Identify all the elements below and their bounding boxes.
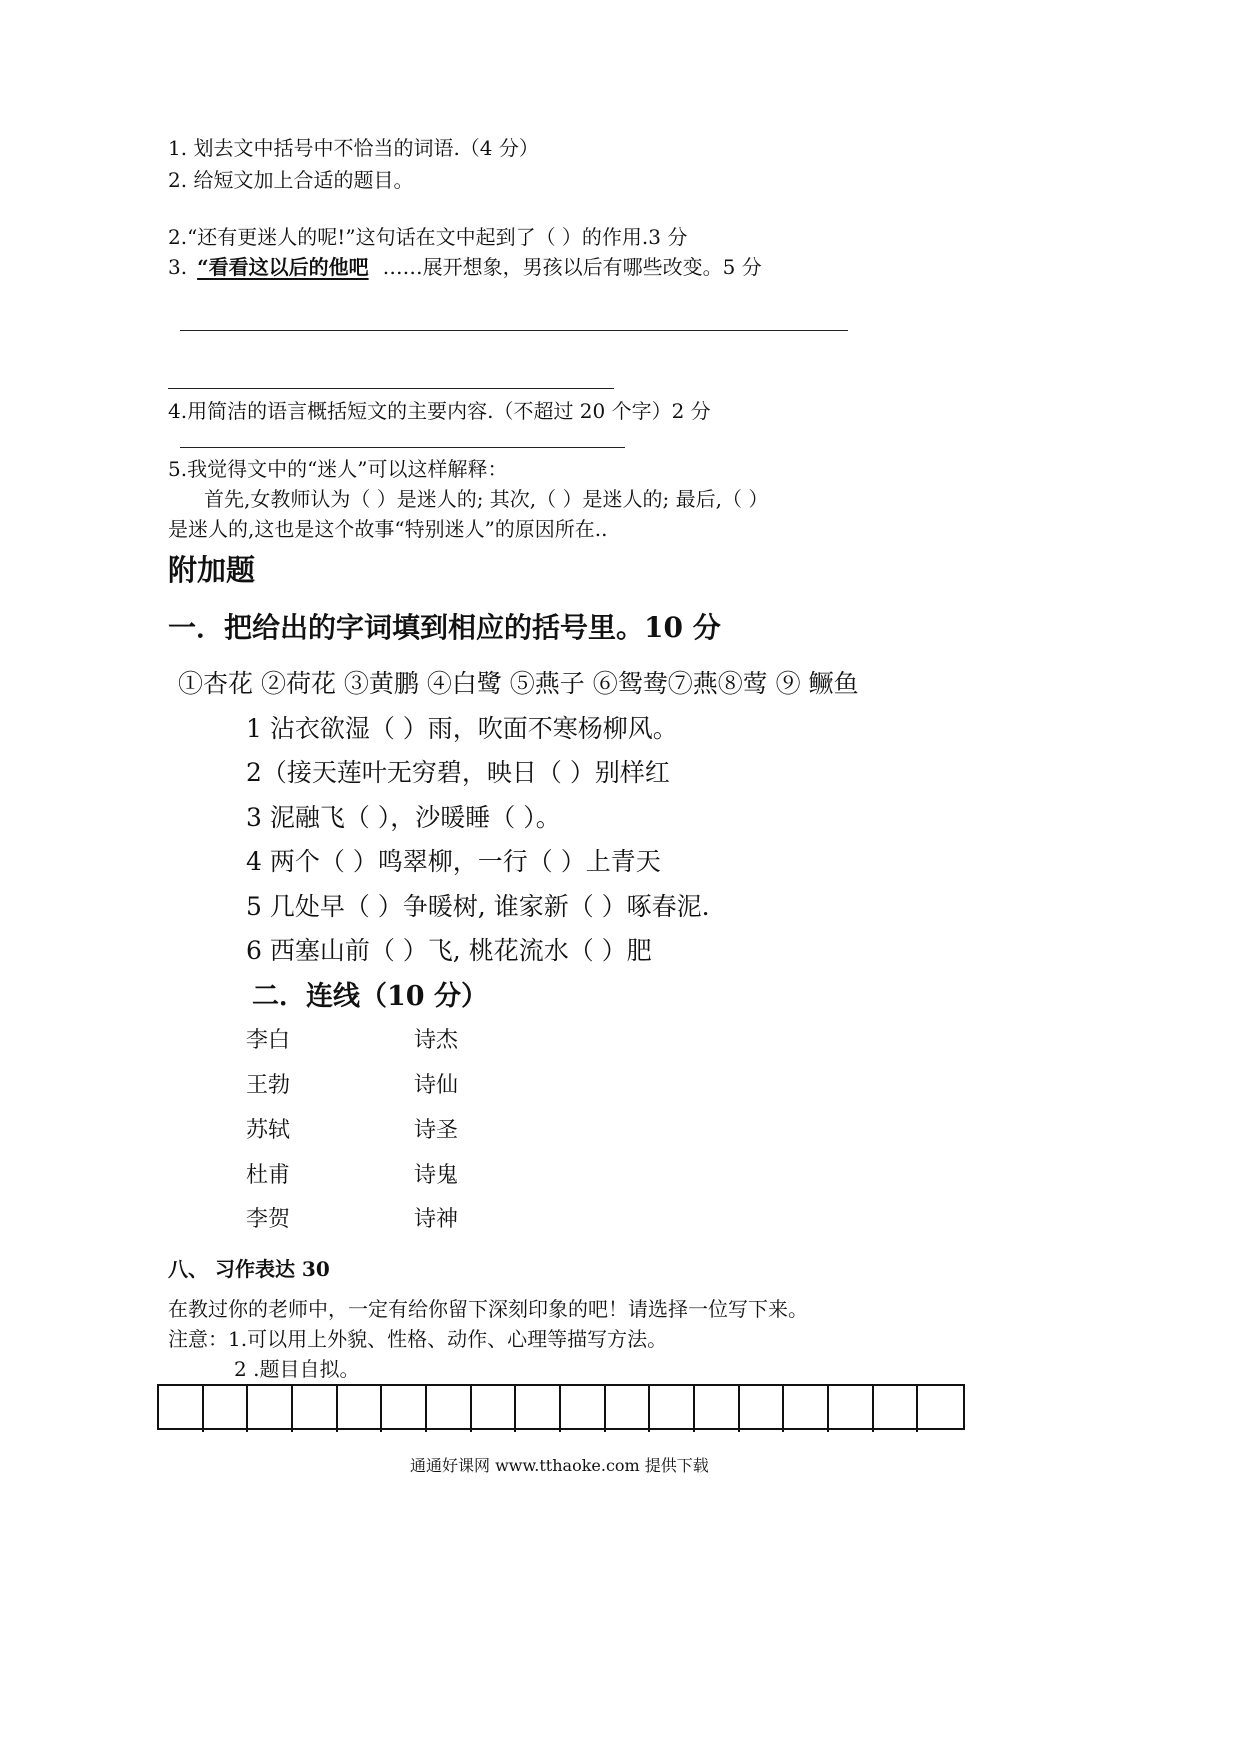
fill-item: 1 沾衣欲湿（ ）雨，吹面不寒杨柳风。 bbox=[246, 714, 678, 743]
poet-title[interactable]: 诗仙 bbox=[414, 1073, 459, 1098]
word-bank: ①杏花 ②荷花 ③黄鹏 ④白鹭 ⑤燕子 ⑥鸳鸯⑦燕⑧莺 ⑨ 鳜鱼 bbox=[178, 669, 859, 698]
poet-title[interactable]: 诗鬼 bbox=[414, 1163, 459, 1188]
fill-item: 4 两个（ ）鸣翠柳，一行（ ）上青天 bbox=[246, 847, 661, 876]
writing-cell[interactable] bbox=[516, 1386, 561, 1432]
answer-line-3[interactable] bbox=[180, 447, 625, 448]
writing-cell[interactable] bbox=[472, 1386, 517, 1432]
poet-title[interactable]: 诗杰 bbox=[414, 1028, 459, 1053]
poet-name[interactable]: 杜甫 bbox=[246, 1163, 291, 1188]
footer-credit: 通通好课网 www.tthaoke.com 提供下载 bbox=[410, 1456, 709, 1475]
composition-title: 八、 习作表达 30 bbox=[168, 1257, 330, 1281]
writing-cell[interactable] bbox=[159, 1386, 204, 1432]
composition-note-2: 2 .题目自拟。 bbox=[234, 1357, 360, 1381]
writing-cell[interactable] bbox=[784, 1386, 829, 1432]
poet-name[interactable]: 李白 bbox=[246, 1028, 291, 1053]
fill-item: 5 几处早（ ）争暖树, 谁家新（ ）啄春泥. bbox=[246, 892, 710, 921]
poet-name[interactable]: 李贺 bbox=[246, 1207, 291, 1232]
question-3-number: 3. bbox=[168, 255, 188, 279]
writing-cell[interactable] bbox=[382, 1386, 427, 1432]
writing-cell[interactable] bbox=[293, 1386, 338, 1432]
writing-cell[interactable] bbox=[427, 1386, 472, 1432]
question-1: 1. 划去文中括号中不恰当的词语.（4 分） bbox=[168, 136, 539, 160]
question-3-text: ……展开想象，男孩以后有哪些改变。5 分 bbox=[382, 255, 762, 279]
poet-name[interactable]: 苏轼 bbox=[246, 1118, 291, 1143]
writing-cell[interactable] bbox=[874, 1386, 919, 1432]
question-2b: 2.“还有更迷人的呢!”这句话在文中起到了（ ）的作用.3 分 bbox=[168, 225, 688, 249]
question-3-quote: “看看这以后的他吧 bbox=[197, 255, 369, 279]
answer-line-2[interactable] bbox=[168, 388, 614, 389]
writing-cell[interactable] bbox=[338, 1386, 383, 1432]
poet-title[interactable]: 诗圣 bbox=[414, 1118, 459, 1143]
fill-item: 3 泥融飞（ ），沙暖睡（ ）。 bbox=[246, 803, 561, 832]
fill-item: 2（接天莲叶无穷碧，映日（ ）别样红 bbox=[246, 758, 670, 787]
writing-cell[interactable] bbox=[695, 1386, 740, 1432]
question-5-title: 5.我觉得文中的“迷人”可以这样解释： bbox=[168, 457, 508, 481]
poet-title[interactable]: 诗神 bbox=[414, 1207, 459, 1232]
composition-prompt: 在教过你的老师中，一定有给你留下深刻印象的吧！请选择一位写下来。 bbox=[168, 1297, 808, 1321]
poet-name[interactable]: 王勃 bbox=[246, 1073, 291, 1098]
writing-cell[interactable] bbox=[918, 1386, 962, 1432]
question-5-line2: 是迷人的,这也是这个故事“特别迷人”的原因所在.. bbox=[168, 517, 608, 541]
composition-note-1: 注意：1.可以用上外貌、性格、动作、心理等描写方法。 bbox=[168, 1327, 668, 1351]
writing-cell[interactable] bbox=[829, 1386, 874, 1432]
writing-cell[interactable] bbox=[606, 1386, 651, 1432]
writing-cell[interactable] bbox=[204, 1386, 249, 1432]
writing-grid[interactable] bbox=[157, 1384, 965, 1430]
question-5-line1: 首先,女教师认为（ ）是迷人的; 其次,（ ）是迷人的; 最后,（ ） bbox=[204, 487, 769, 511]
writing-cell[interactable] bbox=[650, 1386, 695, 1432]
bonus-heading: 附加题 bbox=[168, 553, 256, 587]
fill-item: 6 西塞山前（ ）飞, 桃花流水（ ）肥 bbox=[246, 936, 652, 965]
writing-cell[interactable] bbox=[740, 1386, 785, 1432]
bonus-section-1-title: 一．把给出的字词填到相应的括号里。10 分 bbox=[168, 611, 721, 644]
writing-cell[interactable] bbox=[248, 1386, 293, 1432]
bonus-section-2-title: 二．连线（10 分） bbox=[252, 981, 488, 1012]
question-3 bbox=[168, 254, 762, 280]
answer-line-1[interactable] bbox=[180, 330, 848, 331]
question-4: 4.用简洁的语言概括短文的主要内容.（不超过 20 个字）2 分 bbox=[168, 399, 711, 423]
writing-cell[interactable] bbox=[561, 1386, 606, 1432]
question-2: 2. 给短文加上合适的题目。 bbox=[168, 168, 414, 192]
